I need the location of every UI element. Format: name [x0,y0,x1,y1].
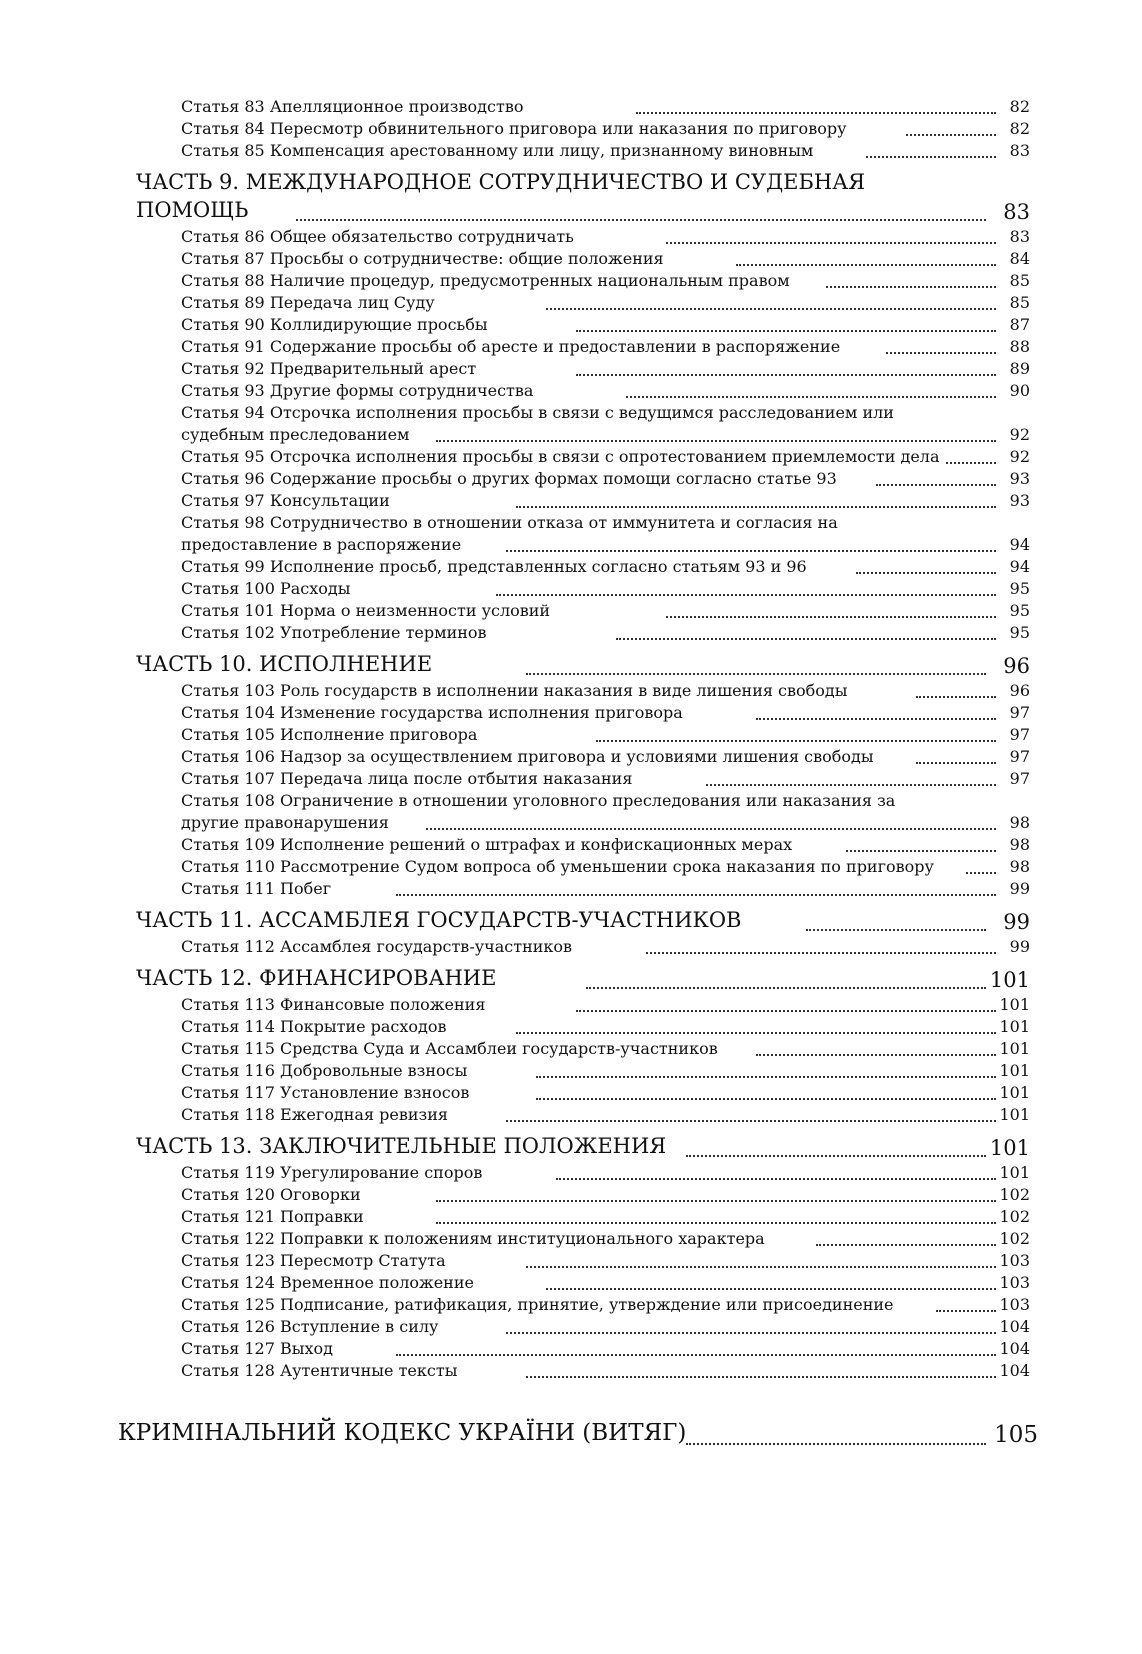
toc-article-entry[interactable] [181,490,1030,512]
title-line: Статья 91 Содержание просьбы об аресте и предоставлении в распоряжение [181,337,841,356]
toc-article-entry[interactable] [181,402,1030,446]
toc-article-entry[interactable] [181,856,1030,878]
dot-leader [526,1266,996,1268]
toc-article-entry[interactable] [181,1250,1030,1272]
page-number: 97 [1009,725,1030,744]
toc-article-entry[interactable] [181,1206,1030,1228]
title-line: Статья 112 Ассамблея государств-участников [181,937,573,956]
dot-leader [426,828,996,830]
title-line: Статья 86 Общее обязательство сотрудничать [181,227,574,246]
page-number: 82 [1009,97,1030,116]
article-title [181,1104,984,1126]
dot-leader [516,506,996,508]
title-line: Статья 111 Побег [181,879,332,898]
dot-leader [546,308,996,310]
toc-article-entry[interactable] [181,140,1030,162]
final-entry-page: 105 [994,1422,1038,1448]
toc-article-entry[interactable] [181,702,1030,724]
page-number: 97 [1009,769,1030,788]
dot-leader [576,374,996,376]
page-number: 101 [999,1017,1030,1036]
page-number: 97 [1009,747,1030,766]
title-line: другие правонарушения [181,813,389,832]
dot-leader [556,1178,996,1180]
toc-article-entry[interactable] [181,768,1030,790]
toc-article-entry[interactable] [181,1038,1030,1060]
title-line: Статья 106 Надзор за осуществлением приговора и условиями лишения свободы [181,747,874,766]
page-number: 82 [1009,119,1030,138]
final-entry-title: КРИМІНАЛЬНИЙ КОДЕКС УКРАЇНИ (ВИТЯГ) [118,1420,687,1446]
dot-leader [646,952,996,954]
title-line: Статья 99 Исполнение просьб, представленных согласно статьям 93 и 96 [181,557,807,576]
dot-leader [736,264,996,266]
dot-leader [916,696,996,698]
dot-leader [586,987,986,989]
title-line: Статья 128 Аутентичные тексты [181,1361,458,1380]
page-number: 99 [1009,937,1030,956]
title-line: Статья 109 Исполнение решений о штрафах и конфискационных мерах [181,835,793,854]
dot-leader [706,784,996,786]
page-number: 83 [1009,227,1030,246]
title-line: Статья 98 Сотрудничество в отношении отказа от иммунитета и согласия на [181,513,838,532]
dot-leader [906,134,996,136]
page-number: 95 [1009,601,1030,620]
title-line: Статья 87 Просьбы о сотрудничестве: общие положения [181,249,664,268]
toc-part-entry[interactable] [136,906,1030,936]
article-title [181,118,984,140]
page-number: 98 [1009,857,1030,876]
article-title [181,1082,984,1104]
part-title [136,168,970,224]
title-line: Статья 95 Отсрочка исполнения просьбы в связи с опротестованием приемлемости дела [181,447,940,466]
page-number: 98 [1009,835,1030,854]
page-number: 101 [999,1163,1030,1182]
toc-article-entry[interactable] [181,1338,1030,1360]
toc-part-entry[interactable] [136,1132,1030,1162]
title-line: Статья 85 Компенсация арестованному или лицу, признанному виновным [181,141,814,160]
title-line: Статья 127 Выход [181,1339,333,1358]
article-title [181,336,984,358]
dot-leader [856,572,996,574]
toc-article-entry[interactable] [181,446,1030,468]
final-entry-leader [686,1443,986,1445]
toc-article-entry[interactable] [181,380,1030,402]
title-line: Статья 118 Ежегодная ревизия [181,1105,448,1124]
title-line: Статья 116 Добровольные взносы [181,1061,468,1080]
title-line: Статья 90 Коллидирующие просьбы [181,315,488,334]
toc-article-entry[interactable] [181,1294,1030,1316]
page-number: 102 [999,1229,1030,1248]
dot-leader [526,673,986,675]
article-title [181,578,984,600]
page-number: 102 [999,1207,1030,1226]
toc-article-entry[interactable] [181,790,1030,834]
dot-leader [616,638,996,640]
article-title [181,768,984,790]
page-number: 94 [1009,535,1030,554]
dot-leader [506,1120,996,1122]
title-line: Статья 117 Установление взносов [181,1083,470,1102]
article-title [181,314,984,336]
dot-leader [846,850,996,852]
dot-leader [756,1054,996,1056]
dot-leader [826,286,996,288]
article-title [181,380,984,402]
article-title [181,556,984,578]
title-line: Статья 88 Наличие процедур, предусмотренных национальным правом [181,271,790,290]
article-title [181,834,984,856]
toc-article-entry[interactable] [181,622,1030,644]
page-number: 101 [999,1039,1030,1058]
title-line: Статья 100 Расходы [181,579,351,598]
title-line: Статья 94 Отсрочка исполнения просьбы в связи с ведущимся расследованием или [181,403,894,422]
dot-leader [296,219,986,221]
article-title [181,936,984,958]
article-title [181,1360,984,1382]
toc-article-entry[interactable] [181,1316,1030,1338]
page-number: 95 [1009,579,1030,598]
dot-leader [816,1244,996,1246]
page-number: 96 [1003,654,1030,678]
dot-leader [396,1354,996,1356]
toc-final-entry[interactable] [118,1418,1038,1450]
article-title [181,270,984,292]
toc-article-entry[interactable] [181,1082,1030,1104]
article-title [181,1338,984,1360]
dot-leader [516,1032,996,1034]
dot-leader [626,396,996,398]
page-number: 98 [1009,813,1030,832]
article-title [181,226,984,248]
article-title [181,1206,984,1228]
toc-article-entry[interactable] [181,556,1030,578]
dot-leader [526,1376,996,1378]
page-number: 103 [999,1251,1030,1270]
title-line: Статья 115 Средства Суда и Ассамблеи государств-участников [181,1039,718,1058]
toc-part-entry[interactable] [136,650,1030,680]
dot-leader [576,1010,996,1012]
toc-article-entry[interactable] [181,118,1030,140]
dot-leader [436,440,996,442]
page-number: 83 [1003,200,1030,224]
dot-leader [396,894,996,896]
dot-leader [666,242,996,244]
dot-leader [636,112,996,114]
page-number: 94 [1009,557,1030,576]
title-line: Статья 124 Временное положение [181,1273,474,1292]
article-title [181,724,984,746]
toc-article-entry[interactable] [181,1162,1030,1184]
article-title [181,140,984,162]
title-line: Статья 89 Передача лиц Суду [181,293,435,312]
toc-article-entry[interactable] [181,1104,1030,1126]
page-number: 101 [999,995,1030,1014]
article-title [181,680,984,702]
article-title [181,446,984,468]
page-number: 89 [1009,359,1030,378]
page-number: 104 [999,1339,1030,1358]
dot-leader [916,762,996,764]
title-line: Статья 123 Пересмотр Статута [181,1251,446,1270]
toc-article-entry[interactable] [181,248,1030,270]
toc-article-entry[interactable] [181,1060,1030,1082]
dot-leader [436,1222,996,1224]
page-number: 101 [989,968,1030,992]
page-number: 93 [1009,469,1030,488]
page-number: 101 [999,1083,1030,1102]
title-line: Статья 107 Передача лица после отбытия наказания [181,769,633,788]
page-number: 102 [999,1185,1030,1204]
title-line: Статья 108 Ограничение в отношении уголовного преследования или наказания за [181,791,896,810]
page-number: 87 [1009,315,1030,334]
toc-article-entry[interactable] [181,1016,1030,1038]
title-line: Статья 92 Предварительный арест [181,359,477,378]
article-title [181,994,984,1016]
toc-article-entry[interactable] [181,1272,1030,1294]
page-number: 83 [1009,141,1030,160]
dot-leader [936,1310,996,1312]
article-title [181,292,984,314]
toc-article-entry[interactable] [181,1184,1030,1206]
title-line: Статья 114 Покрытие расходов [181,1017,447,1036]
title-line: Статья 102 Употребление терминов [181,623,487,642]
page-number: 85 [1009,293,1030,312]
dot-leader [536,1098,996,1100]
toc-article-entry[interactable] [181,994,1030,1016]
title-line: Статья 126 Вступление в силу [181,1317,439,1336]
article-title [181,1184,984,1206]
title-line: ЧАСТЬ 12. ФИНАНСИРОВАНИЕ [136,966,497,990]
article-title [181,600,984,622]
title-line: Статья 83 Апелляционное производство [181,97,524,116]
dot-leader [666,616,996,618]
dot-leader [536,1076,996,1078]
dot-leader [866,156,996,158]
article-title [181,468,984,490]
title-line: Статья 110 Рассмотрение Судом вопроса об уменьшении срока наказания по приговору [181,857,934,876]
page-number: 101 [999,1061,1030,1080]
toc-article-entry[interactable] [181,468,1030,490]
title-line: Статья 103 Роль государств в исполнении наказания в виде лишения свободы [181,681,848,700]
page-number: 96 [1009,681,1030,700]
page-number: 88 [1009,337,1030,356]
dot-leader [436,1200,996,1202]
title-line: Статья 104 Изменение государства исполнения приговора [181,703,683,722]
article-title [181,622,984,644]
dot-leader [496,594,996,596]
page-number: 104 [999,1317,1030,1336]
toc-article-entry[interactable] [181,878,1030,900]
title-line: Статья 125 Подписание, ратификация, принятие, утверждение или присоединение [181,1295,894,1314]
page-number: 101 [999,1105,1030,1124]
toc-article-entry[interactable] [181,834,1030,856]
page-number: 104 [999,1361,1030,1380]
article-title [181,96,984,118]
page-number: 92 [1009,425,1030,444]
page-number: 90 [1009,381,1030,400]
article-title [181,856,984,878]
toc-article-entry[interactable] [181,936,1030,958]
toc-article-entry[interactable] [181,600,1030,622]
article-title [181,358,984,380]
article-title [181,1316,984,1338]
toc-article-entry[interactable] [181,292,1030,314]
dot-leader [506,550,996,552]
toc-article-entry[interactable] [181,1360,1030,1382]
dot-leader [576,330,996,332]
dot-leader [686,1155,986,1157]
toc-article-entry[interactable] [181,724,1030,746]
dot-leader [756,718,996,720]
title-line: Статья 101 Норма о неизменности условий [181,601,551,620]
toc-article-entry[interactable] [181,226,1030,248]
toc-article-entry[interactable] [181,680,1030,702]
toc-article-entry[interactable] [181,1228,1030,1250]
page-number: 101 [989,1136,1030,1160]
article-title [181,1250,984,1272]
page-number: 93 [1009,491,1030,510]
article-title [181,746,984,768]
article-title [181,1272,984,1294]
title-line: Статья 121 Поправки [181,1207,364,1226]
toc-article-entry[interactable] [181,358,1030,380]
dot-leader [886,352,996,354]
toc-article-entry[interactable] [181,270,1030,292]
title-line: ЧАСТЬ 9. МЕЖДУНАРОДНОЕ СОТРУДНИЧЕСТВО И СУДЕБНАЯ [136,170,866,194]
article-title [181,878,984,900]
dot-leader [506,1332,996,1334]
page-number: 97 [1009,703,1030,722]
toc-article-entry[interactable] [181,512,1030,556]
toc-article-entry[interactable] [181,578,1030,600]
article-title [181,1162,984,1184]
dot-leader [596,740,996,742]
title-line: предоставление в распоряжение [181,535,462,554]
title-line: ЧАСТЬ 13. ЗАКЛЮЧИТЕЛЬНЫЕ ПОЛОЖЕНИЯ [136,1134,667,1158]
title-line: судебным преследованием [181,425,410,444]
toc-article-entry[interactable] [181,96,1030,118]
title-line: Статья 105 Исполнение приговора [181,725,478,744]
page-number: 85 [1009,271,1030,290]
article-title [181,490,984,512]
title-line: Статья 122 Поправки к положениям институционального характера [181,1229,765,1248]
title-line: ЧАСТЬ 11. АССАМБЛЕЯ ГОСУДАРСТВ-УЧАСТНИКОВ [136,908,742,932]
title-line: Статья 113 Финансовые положения [181,995,486,1014]
article-title [181,1060,984,1082]
dot-leader [966,872,996,874]
dot-leader [876,484,996,486]
toc-article-entry[interactable] [181,314,1030,336]
dot-leader [946,462,996,464]
article-title [181,1294,984,1316]
page-number: 95 [1009,623,1030,642]
page-number: 103 [999,1273,1030,1292]
dot-leader [806,929,986,931]
table-of-contents [0,96,1142,1382]
article-title [181,1016,984,1038]
article-title [181,702,984,724]
title-line: Статья 96 Содержание просьбы о других формах помощи согласно статье 93 [181,469,837,488]
title-line: Статья 93 Другие формы сотрудничества [181,381,534,400]
title-line: Статья 120 Оговорки [181,1185,361,1204]
article-title [181,1228,984,1250]
page-number: 92 [1009,447,1030,466]
title-line: Статья 97 Консультации [181,491,390,510]
toc-article-entry[interactable] [181,746,1030,768]
toc-article-entry[interactable] [181,336,1030,358]
page-number: 99 [1009,879,1030,898]
page-number: 103 [999,1295,1030,1314]
title-line: Статья 119 Урегулирование споров [181,1163,483,1182]
article-title [181,248,984,270]
title-line: ЧАСТЬ 10. ИСПОЛНЕНИЕ [136,652,433,676]
toc-part-entry[interactable] [136,964,1030,994]
title-line: Статья 84 Пересмотр обвинительного приговора или наказания по приговору [181,119,847,138]
title-line: ПОМОЩЬ [136,198,249,222]
article-title [181,1038,984,1060]
page-number: 84 [1009,249,1030,268]
toc-part-entry[interactable] [136,168,1030,226]
dot-leader [546,1288,996,1290]
page-number: 99 [1003,910,1030,934]
